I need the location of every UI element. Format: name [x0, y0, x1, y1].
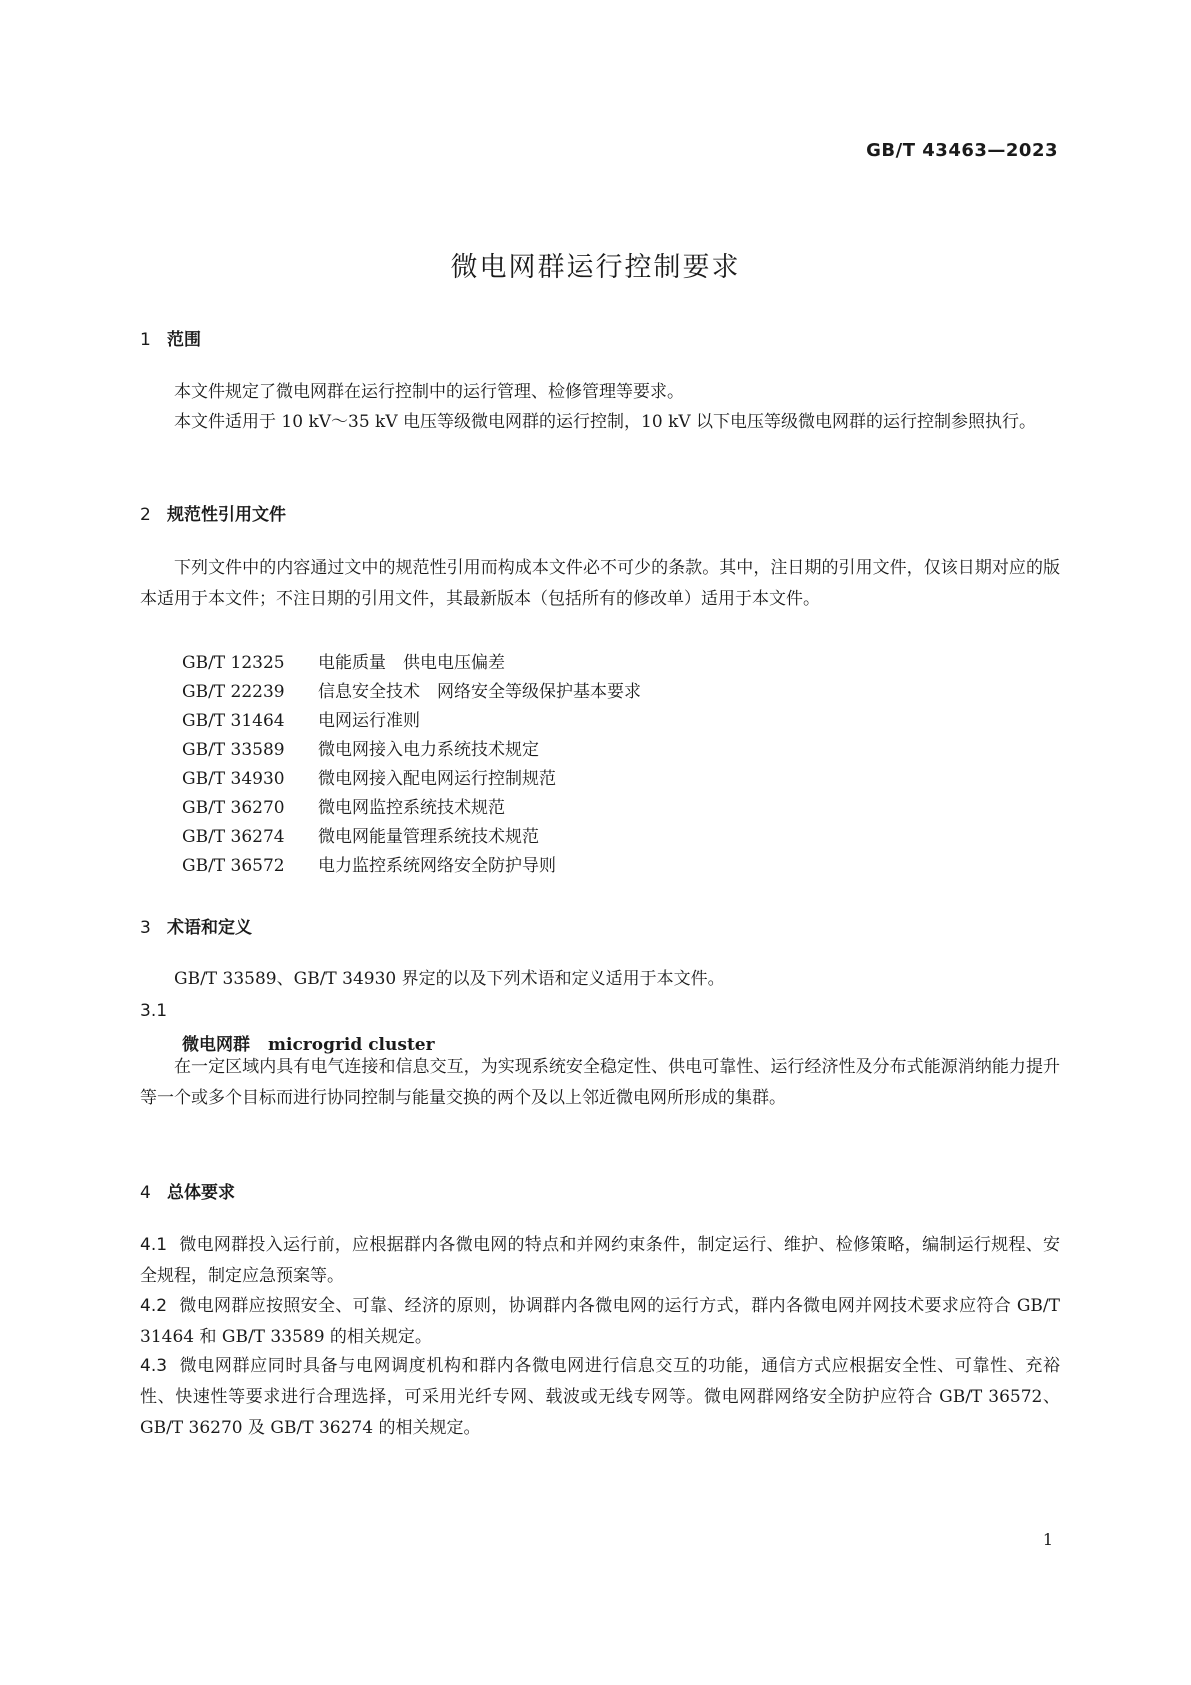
- reference-code: GB/T 36572: [182, 856, 285, 876]
- item-text: 微电网群投入运行前，应根据群内各微电网的特点和并网约束条件，制定运行、维护、检修策略，编制运行规程、安全规程，制定应急预案等。: [140, 1235, 1060, 1286]
- clause-number: 3.1: [140, 1001, 168, 1021]
- reference-title: 电力监控系统网络安全防护导则: [318, 856, 556, 876]
- reference-title: 微电网接入电力系统技术规定: [318, 740, 539, 760]
- term-definition: 在一定区域内具有电气连接和信息交互，为实现系统安全稳定性、供电可靠性、运行经济性及分布式能源消纳能力提升等一个或多个目标而进行协同控制与能量交换的两个及以上邻近微电网所形成的集群。: [140, 1057, 1060, 1108]
- reference-code: GB/T 22239: [182, 682, 285, 702]
- term-english: microgrid cluster: [268, 1035, 435, 1055]
- reference-item: [182, 793, 505, 818]
- reference-code: GB/T 36270: [182, 798, 285, 818]
- term-chinese: 微电网群: [182, 1035, 250, 1055]
- section-1-heading: [140, 325, 201, 350]
- section-1-paragraph-2: 本文件适用于 10 kV～35 kV 电压等级微电网群的运行控制，10 kV 以下电压等级微电网群的运行控制参照执行。: [174, 412, 1037, 432]
- reference-item: [182, 735, 539, 760]
- section-title: 规范性引用文件: [167, 505, 286, 525]
- reference-code: GB/T 36274: [182, 827, 285, 847]
- requirement-item: [140, 1230, 1060, 1292]
- section-3-paragraph: GB/T 33589、GB/T 34930 界定的以及下列术语和定义适用于本文件。: [174, 969, 725, 989]
- reference-item: [182, 677, 641, 702]
- reference-title: 微电网监控系统技术规范: [318, 798, 505, 818]
- section-number: 2: [140, 505, 151, 525]
- reference-code: GB/T 31464: [182, 711, 285, 731]
- reference-item: [182, 764, 556, 789]
- reference-title: 电网运行准则: [318, 711, 420, 731]
- requirement-item: [140, 1351, 1060, 1444]
- reference-title: 电能质量 供电电压偏差: [318, 653, 505, 673]
- section-title: 术语和定义: [167, 918, 252, 938]
- reference-item: [182, 648, 505, 673]
- document-title: 微电网群运行控制要求: [450, 252, 741, 283]
- item-text: 微电网群应按照安全、可靠、经济的原则，协调群内各微电网的运行方式，群内各微电网并网技术要求应符合 GB/T 31464 和 GB/T 33589 的相关规定。: [140, 1296, 1060, 1347]
- reference-item: [182, 851, 556, 876]
- reference-item: [182, 822, 539, 847]
- reference-title: 微电网接入配电网运行控制规范: [318, 769, 556, 789]
- item-text: 微电网群应同时具备与电网调度机构和群内各微电网进行信息交互的功能，通信方式应根据安全性、可靠性、充裕性、快速性等要求进行合理选择，可采用光纤专网、载波或无线专网等。微电网群网络安全防护应符合 GB/T 36572、GB/T 36270 及 GB/T 36274 的相关规定。: [140, 1356, 1060, 1438]
- reference-title: 信息安全技术 网络安全等级保护基本要求: [318, 682, 641, 702]
- reference-item: [182, 706, 420, 731]
- section-title: 范围: [167, 330, 201, 350]
- reference-code: GB/T 33589: [182, 740, 285, 760]
- page-number: 1: [1042, 1530, 1053, 1549]
- section-2-heading: [140, 500, 286, 525]
- standard-code: GB/T 43463—2023: [866, 140, 1058, 161]
- reference-code: GB/T 34930: [182, 769, 285, 789]
- reference-title: 微电网能量管理系统技术规范: [318, 827, 539, 847]
- section-3-heading: [140, 913, 252, 938]
- section-number: 4: [140, 1183, 151, 1203]
- section-4-heading: [140, 1178, 235, 1203]
- section-number: 1: [140, 330, 151, 350]
- section-2-paragraph: 下列文件中的内容通过文中的规范性引用而构成本文件必不可少的条款。其中，注日期的引用文件，仅该日期对应的版本适用于本文件；不注日期的引用文件，其最新版本（包括所有的修改单）适用于本文件。: [140, 558, 1060, 609]
- item-number: 4.3: [140, 1356, 168, 1376]
- item-number: 4.1: [140, 1235, 168, 1255]
- requirement-item: [140, 1291, 1060, 1353]
- section-1-paragraph-1: 本文件规定了微电网群在运行控制中的运行管理、检修管理等要求。: [174, 382, 684, 402]
- section-number: 3: [140, 918, 151, 938]
- section-title: 总体要求: [167, 1183, 235, 1203]
- reference-code: GB/T 12325: [182, 653, 285, 673]
- item-number: 4.2: [140, 1296, 168, 1316]
